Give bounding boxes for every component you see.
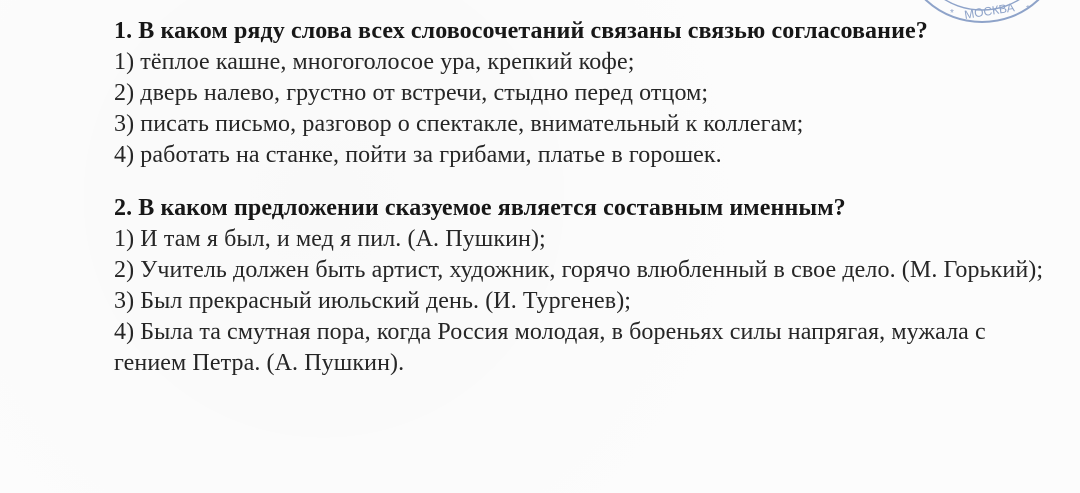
stamp-star-left: * (950, 8, 954, 19)
question-2 (114, 193, 1064, 379)
stamp-star-right: * (1026, 4, 1030, 15)
question-2-title: 2. В каком предложении сказуемое является составным именным? (114, 195, 846, 221)
question-1 (114, 16, 1064, 171)
question-1-option-1: 1) тёплое кашне, многоголосое ура, крепкий кофе; (114, 49, 635, 75)
question-2-option-3: 3) Был прекрасный июльский день. (И. Тургенев); (114, 288, 632, 314)
stamp-text: МОСКВА (963, 0, 1016, 22)
question-2-option-1: 1) И там я был, и мед я пил. (А. Пушкин); (114, 226, 546, 252)
question-1-title: 1. В каком ряду слова всех словосочетаний связаны связью согласование? (114, 18, 928, 44)
question-list (114, 16, 1064, 379)
question-2-option-2: 2) Учитель должен быть артист, художник, горячо влюбленный в свое дело. (М. Горький); (114, 257, 1044, 283)
question-1-option-4: 4) работать на станке, пойти за грибами, платье в горошек. (114, 142, 722, 168)
question-1-option-3: 3) писать письмо, разговор о спектакле, внимательный к коллегам; (114, 111, 804, 137)
question-2-option-4: 4) Была та смутная пора, когда Россия молодая, в бореньях силы напрягая, мужала с гением Петра. (А. Пушкин). (114, 319, 986, 376)
question-1-option-2: 2) дверь налево, грустно от встречи, стыдно перед отцом; (114, 80, 709, 106)
